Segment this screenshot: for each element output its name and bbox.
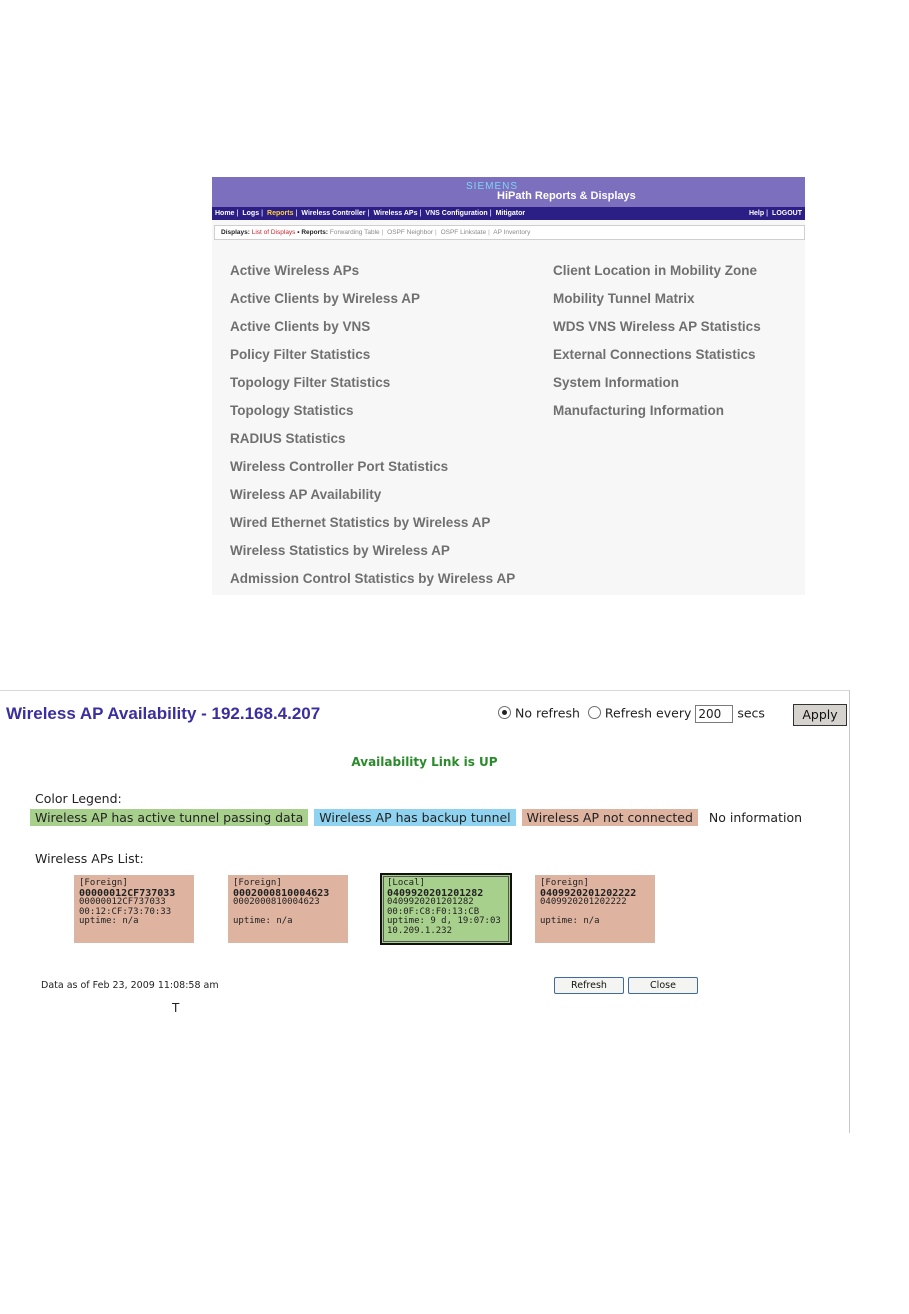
availability-status: Availability Link is UP bbox=[351, 755, 498, 769]
report-link-policy-filter[interactable]: Policy Filter Statistics bbox=[230, 347, 371, 362]
report-link-client-location[interactable]: Client Location in Mobility Zone bbox=[553, 263, 757, 278]
ap-mac: 00:0F:C8:F0:13:CB bbox=[387, 906, 480, 917]
report-link-topology-filter[interactable]: Topology Filter Statistics bbox=[230, 375, 391, 390]
page-title: Wireless AP Availability - 192.168.4.207 bbox=[6, 704, 321, 723]
refresh-every-label: Refresh every bbox=[604, 705, 692, 721]
legend-active-tunnel: Wireless AP has active tunnel passing data bbox=[30, 809, 308, 826]
main-nav: Home | Logs | Reports | Wireless Controller | Wireless APs | VNS Configuration | Mitigator Help | LOGOUT bbox=[212, 207, 805, 220]
report-link-topology-statistics[interactable]: Topology Statistics bbox=[230, 403, 354, 418]
report-link-controller-port[interactable]: Wireless Controller Port Statistics bbox=[230, 459, 449, 474]
refresh-every-radio[interactable] bbox=[588, 706, 601, 719]
ap-type: [Local] bbox=[387, 878, 425, 888]
ap-uptime: uptime: n/a bbox=[233, 916, 293, 926]
ap-id: 0002000810004623 bbox=[233, 887, 330, 899]
reports-displays-panel bbox=[212, 177, 805, 595]
report-link-admission-control[interactable]: Admission Control Statistics by Wireless AP bbox=[230, 571, 516, 586]
nav-logs[interactable]: Logs bbox=[242, 210, 260, 217]
ap-type: [Foreign] bbox=[233, 878, 282, 888]
report-link-active-clients-by-ap[interactable]: Active Clients by Wireless AP bbox=[230, 291, 420, 306]
nav-help[interactable]: Help bbox=[748, 210, 765, 217]
nav-wireless-aps[interactable]: Wireless APs bbox=[373, 210, 418, 217]
ap-uptime: uptime: 9 d, 19:07:03 bbox=[387, 916, 501, 926]
ap-uptime: uptime: n/a bbox=[540, 916, 600, 926]
report-link-ap-availability[interactable]: Wireless AP Availability bbox=[230, 487, 382, 502]
report-link-manufacturing-information[interactable]: Manufacturing Information bbox=[553, 403, 724, 418]
app-title: HiPath Reports & Displays bbox=[497, 190, 636, 202]
nav-reports[interactable]: Reports bbox=[267, 210, 294, 217]
ap-serial: 0409920201201282 bbox=[387, 897, 474, 907]
no-refresh-label: No refresh bbox=[514, 705, 580, 721]
refresh-interval-input[interactable]: 200 bbox=[695, 705, 733, 723]
ap-serial: 0002000810004623 bbox=[233, 897, 320, 907]
ap-card[interactable] bbox=[74, 875, 194, 943]
nav-wireless-controller[interactable]: Wireless Controller bbox=[301, 210, 366, 217]
secs-label: secs bbox=[737, 705, 765, 721]
ap-card[interactable] bbox=[535, 875, 655, 943]
apply-button[interactable]: Apply bbox=[793, 704, 847, 726]
text-cursor-icon: T bbox=[172, 1001, 180, 1015]
ap-serial: 00000012CF737033 bbox=[79, 897, 166, 907]
report-link-wireless-statistics[interactable]: Wireless Statistics by Wireless AP bbox=[230, 543, 450, 558]
reports-label: Reports: bbox=[301, 229, 329, 236]
data-timestamp: Data as of Feb 23, 2009 11:08:58 am bbox=[41, 980, 219, 991]
ap-inventory-link[interactable]: AP Inventory bbox=[493, 229, 531, 236]
nav-logout[interactable]: LOGOUT bbox=[772, 210, 802, 217]
no-refresh-radio[interactable] bbox=[498, 706, 511, 719]
refresh-button[interactable]: Refresh bbox=[554, 977, 624, 994]
report-link-system-information[interactable]: System Information bbox=[553, 375, 680, 390]
bullet: • bbox=[297, 229, 300, 236]
ap-id: 0409920201202222 bbox=[540, 887, 637, 899]
aps-list-title: Wireless APs List: bbox=[35, 851, 144, 866]
list-of-displays-link[interactable]: List of Displays bbox=[251, 229, 296, 236]
ap-uptime: uptime: n/a bbox=[79, 916, 139, 926]
nav-mitigator[interactable]: Mitigator bbox=[495, 210, 526, 217]
ap-id: 00000012CF737033 bbox=[79, 887, 176, 899]
close-button[interactable]: Close bbox=[628, 977, 698, 994]
nav-home[interactable]: Home bbox=[215, 210, 235, 217]
ap-card[interactable] bbox=[228, 875, 348, 943]
report-link-active-wireless-aps[interactable]: Active Wireless APs bbox=[230, 263, 360, 278]
report-link-wired-ethernet[interactable]: Wired Ethernet Statistics by Wireless AP bbox=[230, 515, 491, 530]
ap-type: [Foreign] bbox=[79, 878, 128, 888]
siemens-logo: SIEMENS bbox=[466, 181, 519, 192]
ap-id: 0409920201201282 bbox=[387, 887, 484, 899]
legend-title: Color Legend: bbox=[35, 791, 122, 806]
nav-vns-configuration[interactable]: VNS Configuration bbox=[425, 210, 488, 217]
legend-no-information: No information bbox=[704, 809, 807, 826]
forwarding-table-link[interactable]: Forwarding Table bbox=[329, 229, 380, 236]
ap-card-local-selected[interactable] bbox=[380, 873, 512, 945]
report-link-external-connections[interactable]: External Connections Statistics bbox=[553, 347, 756, 362]
sub-nav: Displays: List of Displays • Reports: Forwarding Table | OSPF Neighbor | OSPF Linkstate | AP Inventory bbox=[214, 225, 805, 240]
ospf-neighbor-link[interactable]: OSPF Neighbor bbox=[387, 229, 434, 236]
ap-type: [Foreign] bbox=[540, 878, 589, 888]
report-link-radius-statistics[interactable]: RADIUS Statistics bbox=[230, 431, 346, 446]
ospf-linkstate-link[interactable]: OSPF Linkstate bbox=[440, 229, 487, 236]
refresh-controls bbox=[498, 705, 765, 727]
ap-serial: 0409920201202222 bbox=[540, 897, 627, 907]
header-banner bbox=[212, 177, 805, 207]
report-link-mobility-tunnel[interactable]: Mobility Tunnel Matrix bbox=[553, 291, 695, 306]
ap-mac: 00:12:CF:73:70:33 bbox=[79, 906, 172, 917]
displays-label: Displays: bbox=[221, 229, 250, 236]
report-link-wds-vns[interactable]: WDS VNS Wireless AP Statistics bbox=[553, 319, 761, 334]
ap-availability-window bbox=[0, 690, 850, 1133]
report-link-active-clients-by-vns[interactable]: Active Clients by VNS bbox=[230, 319, 371, 334]
legend-not-connected: Wireless AP not connected bbox=[522, 809, 698, 826]
legend-backup-tunnel: Wireless AP has backup tunnel bbox=[314, 809, 515, 826]
ap-ip: 10.209.1.232 bbox=[387, 925, 453, 936]
color-legend bbox=[30, 809, 813, 826]
